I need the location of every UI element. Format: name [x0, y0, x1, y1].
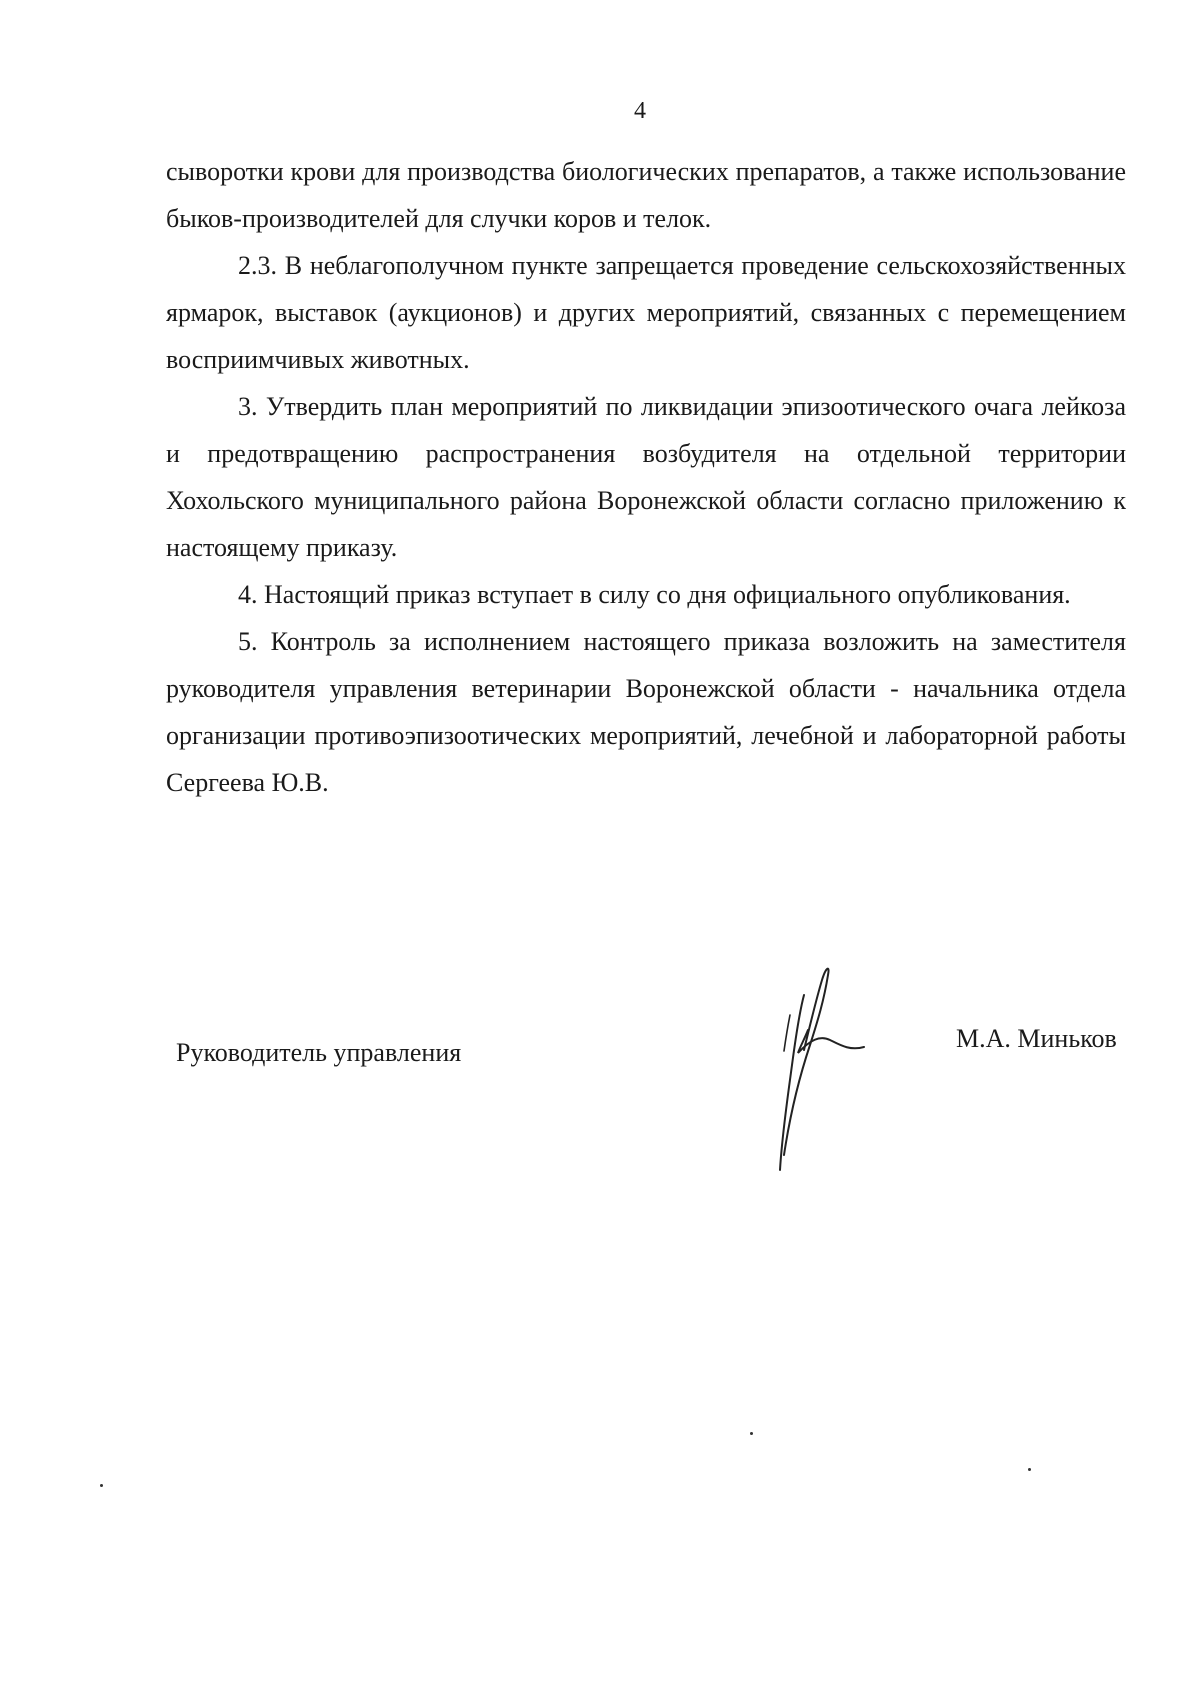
paragraph-2-3: 2.3. В неблагополучном пункте запрещается проведение сельскохозяйственных ярмарок, выставок (аукционов) и других мероприятий, связанных с перемещением восприимчивых животных. [166, 251, 1126, 374]
document-body [166, 148, 1126, 806]
scan-speck [750, 1432, 753, 1435]
signatory-title: Руководитель управления [176, 1038, 462, 1067]
scan-speck [100, 1484, 103, 1487]
paragraph-3: 3. Утвердить план мероприятий по ликвидации эпизоотического очага лейкоза и предотвращению распространения возбудителя на отдельной территории Хохольского муниципального района Воронежской области согласно приложению к настоящему приказу. [166, 392, 1126, 562]
page-number: 4 [634, 98, 646, 124]
paragraph-4: 4. Настоящий приказ вступает в силу со дня официального опубликования. [238, 580, 1071, 609]
paragraph-continuation: сыворотки крови для производства биологических препаратов, а также использование быков-производителей для случки коров и телок. [166, 157, 1126, 233]
signatory-name: М.А. Миньков [956, 1024, 1117, 1053]
scan-speck [1028, 1468, 1031, 1471]
handwritten-signature [720, 955, 880, 1185]
paragraph-5: 5. Контроль за исполнением настоящего приказа возложить на заместителя руководителя управления ветеринарии Воронежской области - начальника отдела организации противоэпизоотических мероприятий, лечебной и лабораторной работы Сергеева Ю.В. [166, 627, 1126, 797]
